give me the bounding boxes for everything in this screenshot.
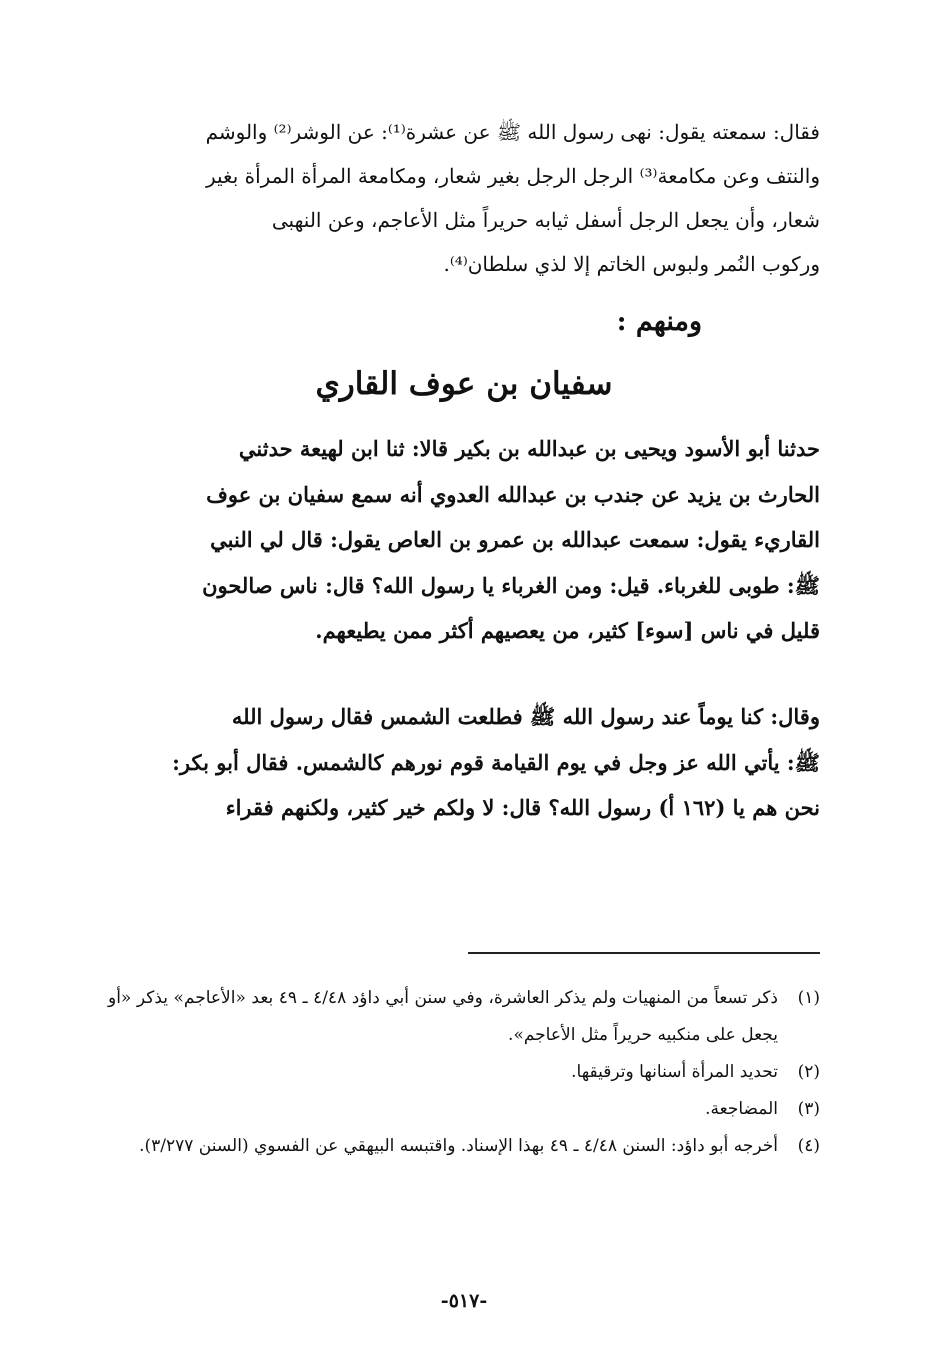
footnote-number: (٤)	[797, 1136, 820, 1156]
paragraph-1-line: والنتف وعن مكامعة⁽³⁾ الرجل الرجل بغير شعار، ومكامعة المرأة المرأة بغير	[205, 164, 820, 188]
page-number: -٥١٧-	[440, 1290, 488, 1312]
footnote-number: (١)	[797, 988, 820, 1008]
paragraph-2-line: ﷺ: طوبى للغرباء. قيل: ومن الغرباء يا رسول الله؟ قال: ناس صالحون	[202, 572, 820, 598]
paragraph-1-line: وركوب النُمر ولبوس الخاتم إلا لذي سلطان⁽⁴⁾.	[443, 252, 820, 276]
footnote-text: تحديد المرأة أسنانها وترقيقها.	[571, 1062, 778, 1082]
paragraph-3-line: ﷺ: يأتي الله عز وجل في يوم القيامة قوم نورهم كالشمس. فقال أبو بكر:	[172, 749, 820, 775]
footnote-text: المضاجعة.	[705, 1099, 778, 1119]
footnote-text: أخرجه أبو داؤد: السنن ٤/٤٨ ـ ٤٩ بهذا الإسناد. واقتبسه البيهقي عن الفسوي (السنن ٣/٢٧٧).	[139, 1136, 778, 1156]
paragraph-1	[108, 110, 820, 286]
footnote-number: (٣)	[797, 1099, 820, 1119]
paragraph-3-line: وقال: كنا يوماً عند رسول الله ﷺ فطلعت الشمس فقال رسول الله	[231, 704, 820, 729]
paragraph-2-line: القاريء يقول: سمعت عبدالله بن عمرو بن العاص يقول: قال لي النبي	[210, 527, 820, 552]
footnote-divider	[468, 952, 820, 954]
footnote-item	[108, 980, 820, 1054]
paragraph-2-line: قليل في ناس [سوء] كثير، من يعصيهم أكثر ممن يطيعهم.	[315, 618, 820, 643]
footnotes-list	[108, 980, 820, 1165]
section-title: سفيان بن عوف القاري	[315, 366, 613, 402]
section-label: ومنهم :	[616, 306, 702, 337]
footnote-item	[108, 1054, 820, 1091]
footnote-number: (٢)	[797, 1062, 820, 1082]
paragraph-3-line: نحن هم يا (١٦٢ أ) رسول الله؟ قال: لا ولكم خير كثير، ولكنهم فقراء	[225, 795, 820, 820]
paragraph-2	[108, 426, 820, 654]
paragraph-2-line: حدثنا أبو الأسود ويحيى بن عبدالله بن بكير قالا: ثنا ابن لهيعة حدثني	[238, 436, 820, 461]
paragraph-2-line: الحارث بن يزيد عن جندب بن عبدالله العدوي أنه سمع سفيان بن عوف	[206, 481, 820, 507]
footnote-item	[108, 1128, 820, 1165]
footnote-text: ذكر تسعاً من المنهيات ولم يذكر العاشرة، وفي سنن أبي داؤد ٤/٤٨ ـ ٤٩ بعد «الأعاجم» يذكر «أو يجعل على منكبيه حريراً مثل الأعاجم».	[108, 988, 778, 1045]
footnote-item	[108, 1091, 820, 1128]
paragraph-1-line: فقال: سمعته يقول: نهى رسول الله ﷺ عن عشرة⁽¹⁾: عن الوشر⁽²⁾ والوشم	[205, 120, 820, 144]
paragraph-1-line: شعار، وأن يجعل الرجل أسفل ثيابه حريراً مثل الأعاجم، وعن النهبى	[271, 208, 820, 232]
paragraph-3	[108, 694, 820, 831]
